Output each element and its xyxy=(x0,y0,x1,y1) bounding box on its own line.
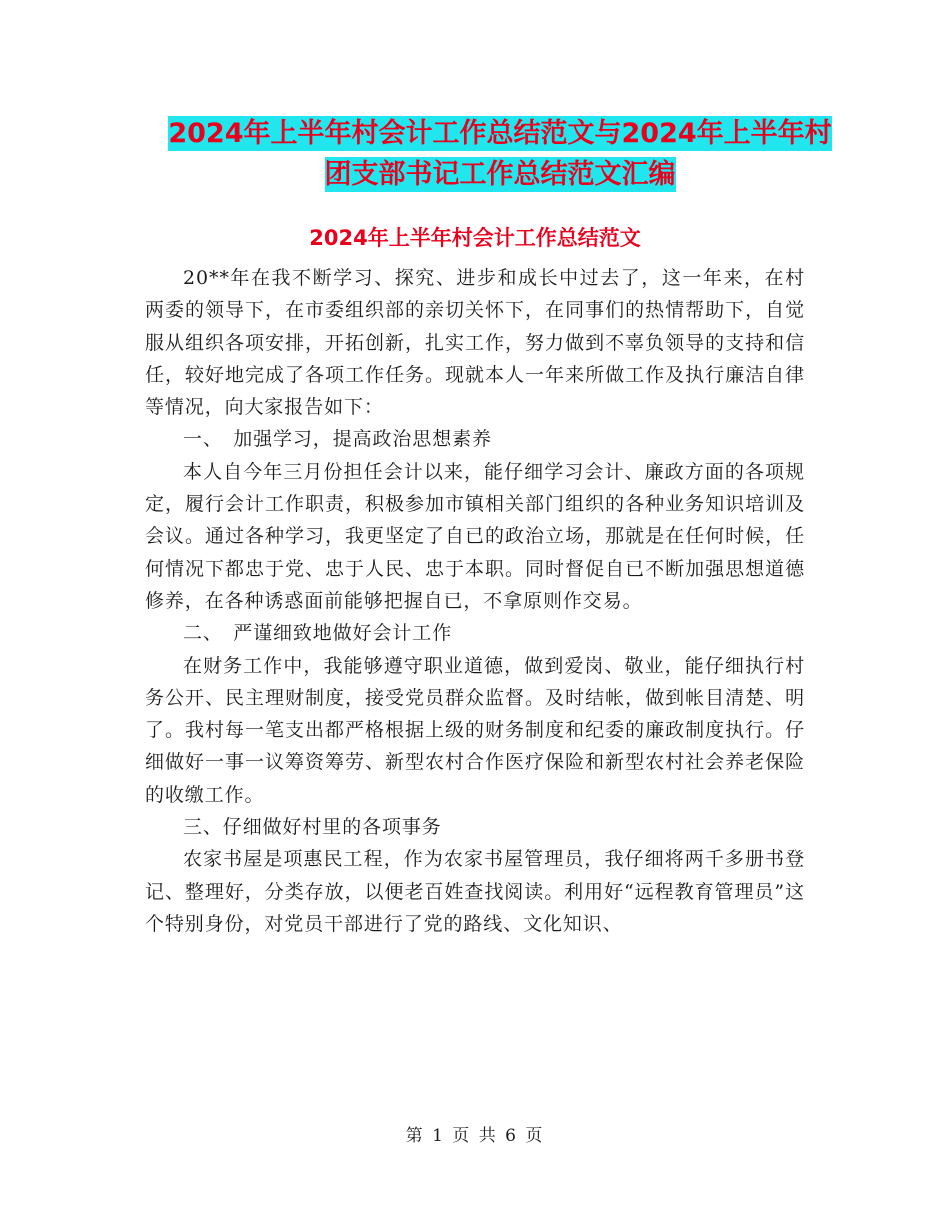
title-highlight-1: 2024年上半年村会计工作总结范文与2024年上半年村 xyxy=(168,118,832,149)
section-title: 2024年上半年村会计工作总结范文 xyxy=(309,226,641,250)
page-footer: 第 1 页 共 6 页 xyxy=(405,1126,545,1146)
document-title-line-1 xyxy=(140,111,860,157)
paragraph-intro: 20**年在我不断学习、探究、进步和成长中过去了，这一年来，在村两委的领导下，在市委组织部的亲切关怀下，在同事们的热情帮助下，自觉服从组织各项安排，开拓创新，扎实工作，努力做到不辜负领导的支持和信任，较好地完成了各项工作任务。现就本人一年来所做工作及执行廉洁自律等情况，向大家报告如下： xyxy=(145,267,805,419)
paragraph-accounting: 在财务工作中，我能够遵守职业道德，做到爱岗、敬业，能仔细执行村务公开、民主理财制度，接受党员群众监督。及时结帐，做到帐目清楚、明了。我村每一笔支出都严格根据上级的财务制度和纪委的廉政制度执行。仔细做好一事一议筹资筹劳、新型农村合作医疗保险和新型农村社会养老保险的收缴工作。 xyxy=(145,654,805,806)
body-text xyxy=(145,262,805,940)
paragraph-study: 本人自今年三月份担任会计以来，能仔细学习会计、廉政方面的各项规定，履行会计工作职责，积极参加市镇相关部门组织的各种业务知识培训及会议。通过各种学习，我更坚定了自已的政治立场，那就是在任何时候，任何情况下都忠于党、忠于人民、忠于本职。同时督促自已不断加强思想道德修养，在各种诱惑面前能够把握自已，不拿原则作交易。 xyxy=(145,460,805,612)
heading-3: 三、仔细做好村里的各项事务 xyxy=(183,816,442,839)
heading-2: 二、 严谨细致地做好会计工作 xyxy=(183,622,453,645)
title-highlight-2: 团支部书记工作总结范文汇编 xyxy=(324,159,676,190)
document-title-line-2 xyxy=(140,152,860,198)
paragraph-affairs: 农家书屋是项惠民工程，作为农家书屋管理员，我仔细将两千多册书登记、整理好，分类存放，以便老百姓查找阅读。利用好“远程教育管理员”这个特别身份，对党员干部进行了党的路线、文化知识、 xyxy=(145,848,805,935)
heading-1: 一、 加强学习，提高政治思想素养 xyxy=(183,428,492,451)
